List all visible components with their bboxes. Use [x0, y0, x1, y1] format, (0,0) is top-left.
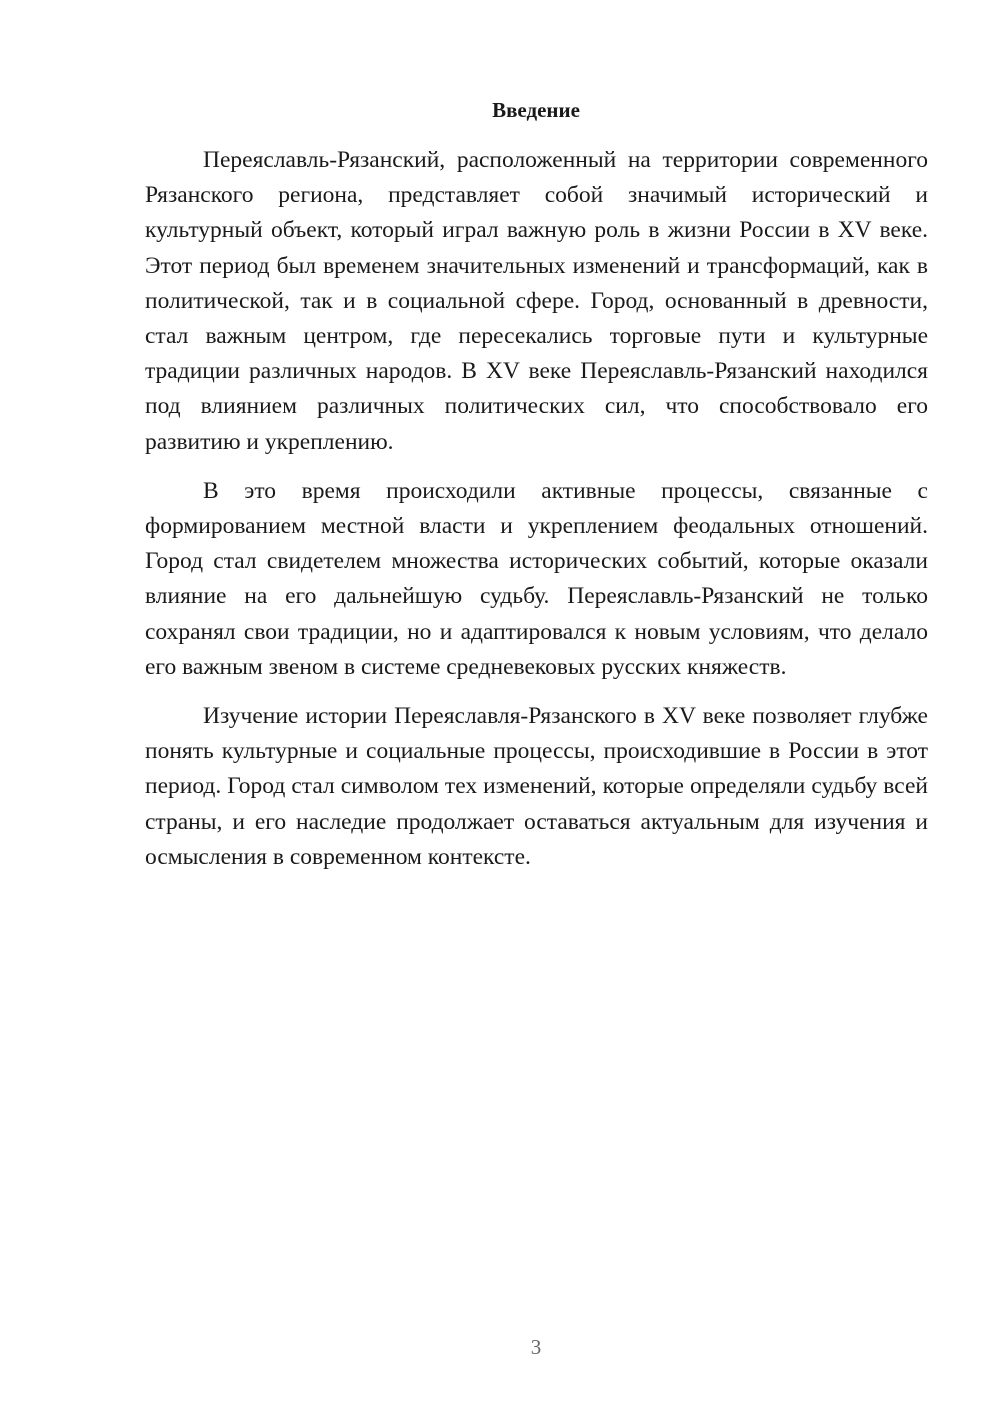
paragraph-1: Переяславль-Рязанский, расположенный на территории современного Рязанского региона, представляет собой значимый исторический и культурный объект, который играл важную роль в жизни России в XV веке. Этот период был временем значительных изменений и трансформаций, как в политической, так и в социальной сфере. Город, основанный в древности, стал важным центром, где пересекались торговые пути и культурные традиции различных народов. В XV веке Переяславль-Рязанский находился под влиянием различных политических сил, что способствовало его развитию и укреплению. [145, 147, 928, 455]
paragraph-3: Изучение истории Переяславля-Рязанского в XV веке позволяет глубже понять культурные и социальные процессы, происходившие в России в этот период. Город стал символом тех изменений, которые определяли судьбу всей страны, и его наследие продолжает оставаться актуальным для изучения и осмысления в современном контексте. [145, 703, 928, 870]
page-number: 3 [530, 1335, 542, 1359]
paragraph-2: В это время происходили активные процессы, связанные с формированием местной власти и укреплением феодальных отношений. Город стал свидетелем множества исторических событий, которые оказали влияние на его дальнейшую судьбу. Переяславль-Рязанский не только сохранял свои традиции, но и адаптировался к новым условиям, что делало его важным звеном в системе средневековых русских княжеств. [145, 477, 928, 680]
document-body [145, 143, 928, 875]
page-title: Введение [492, 98, 580, 122]
